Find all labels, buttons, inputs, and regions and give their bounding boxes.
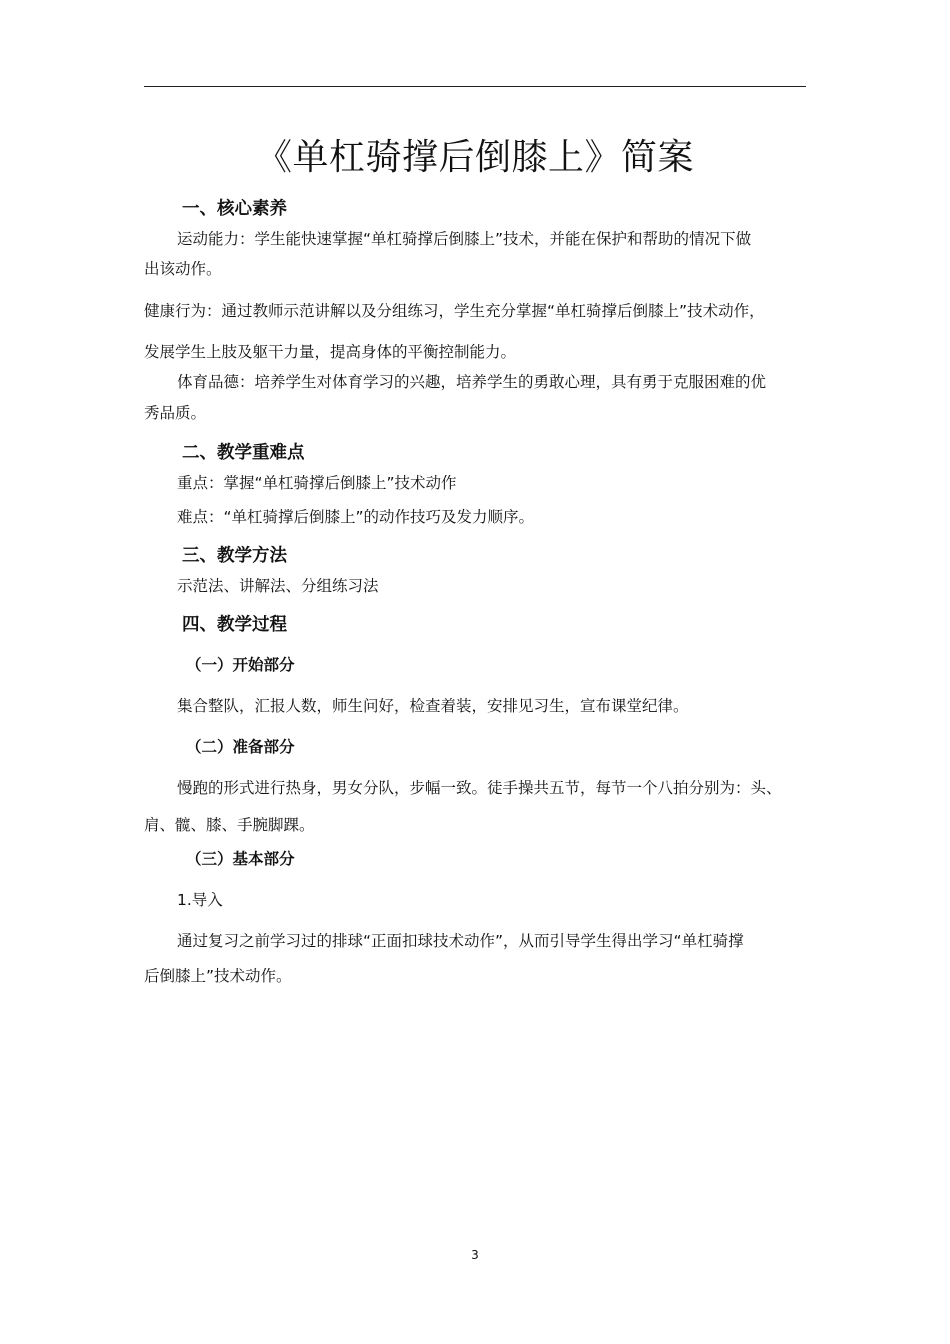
document-title: 《单杠骑撑后倒膝上》简案 xyxy=(255,137,694,178)
paragraph-opening: 集合整队，汇报人数，师生问好，检查着装，安排见习生，宣布课堂纪律。 xyxy=(177,697,689,715)
paragraph-preparation-line2: 肩、髋、膝、手腕脚踝。 xyxy=(144,816,315,834)
paragraph-key-point: 重点：掌握“单杠骑撑后倒膝上”技术动作 xyxy=(177,474,457,492)
header-rule xyxy=(144,86,806,87)
section-heading-teaching-methods: 三、教学方法 xyxy=(182,546,287,566)
paragraph-difficult-point: 难点：“单杠骑撑后倒膝上”的动作技巧及发力顺序。 xyxy=(177,508,535,526)
paragraph-health-behavior-line2: 发展学生上肢及躯干力量，提高身体的平衡控制能力。 xyxy=(144,343,517,361)
paragraph-health-behavior-line1: 健康行为：通过教师示范讲解以及分组练习，学生充分掌握“单杠骑撑后倒膝上”技术动作， xyxy=(144,302,765,320)
paragraph-preparation-line1: 慢跑的形式进行热身，男女分队，步幅一致。徒手操共五节，每节一个八拍分别为：头、 xyxy=(177,779,782,797)
paragraph-sport-ethics-line1: 体育品德：培养学生对体育学习的兴趣，培养学生的勇敢心理，具有勇于克服困难的优 xyxy=(177,373,767,391)
paragraph-introduction-line2: 后倒膝上”技术动作。 xyxy=(144,967,292,985)
label-introduction: 1.导入 xyxy=(177,891,223,909)
subheading-opening-part: （一）开始部分 xyxy=(186,656,295,674)
subheading-preparation-part: （二）准备部分 xyxy=(186,738,295,756)
paragraph-motor-ability-line1: 运动能力：学生能快速掌握“单杠骑撑后倒膝上”技术，并能在保护和帮助的情况下做 xyxy=(177,230,752,248)
subheading-basic-part: （三）基本部分 xyxy=(186,850,295,868)
paragraph-introduction-line1: 通过复习之前学习过的排球“正面扣球技术动作”，从而引导学生得出学习“单杠骑撑 xyxy=(177,932,744,950)
paragraph-sport-ethics-line2: 秀品质。 xyxy=(144,404,207,422)
page-number: 3 xyxy=(471,1248,479,1262)
section-heading-core-literacy: 一、核心素养 xyxy=(182,199,287,219)
paragraph-methods: 示范法、讲解法、分组练习法 xyxy=(177,577,379,595)
section-heading-key-difficult: 二、教学重难点 xyxy=(182,443,305,463)
section-heading-teaching-process: 四、教学过程 xyxy=(182,615,287,635)
paragraph-motor-ability-line2: 出该动作。 xyxy=(144,260,222,278)
